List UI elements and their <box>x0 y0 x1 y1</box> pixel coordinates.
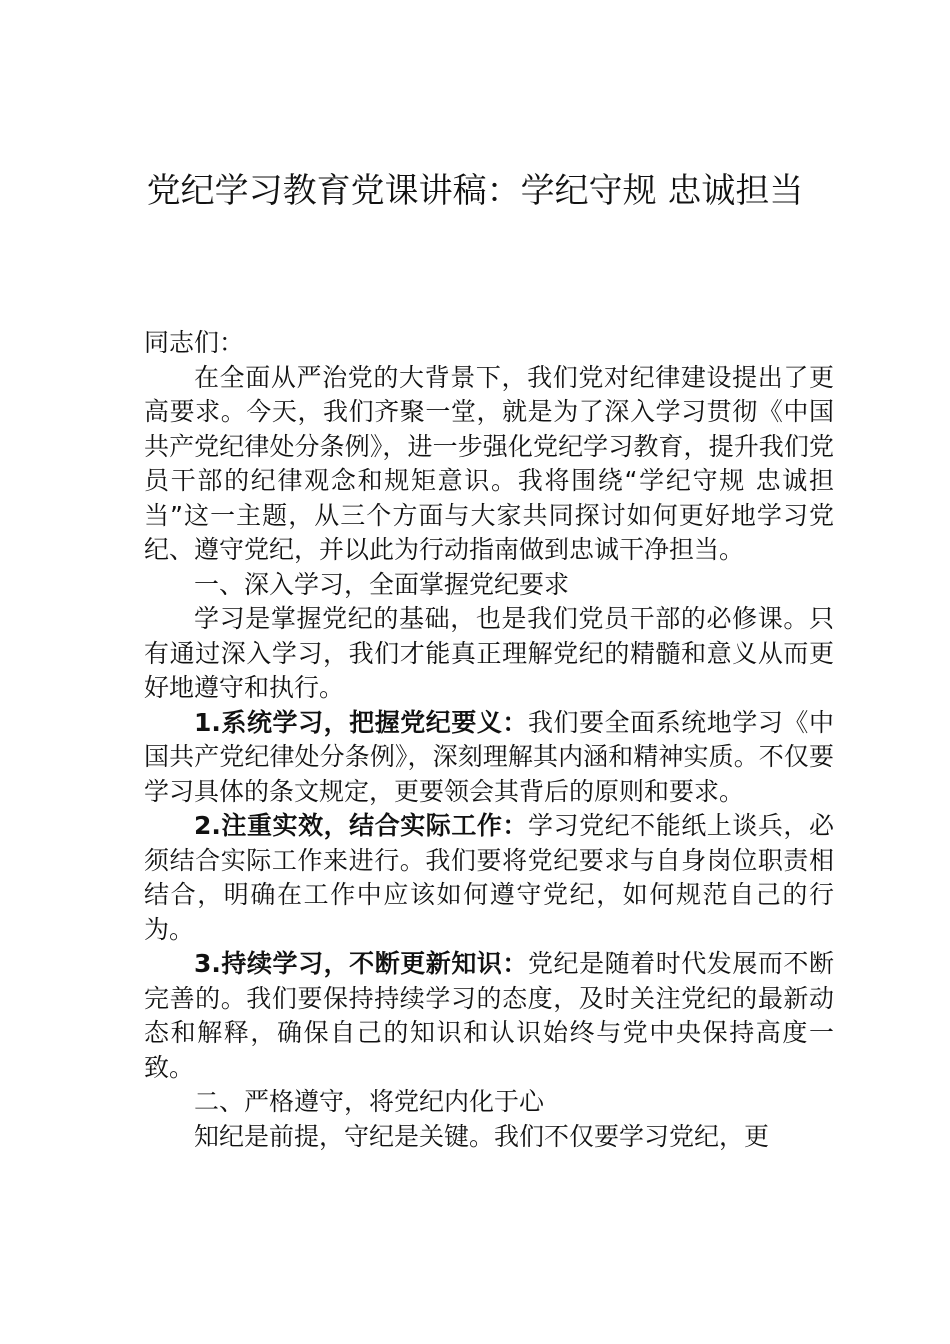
item-2-text: 学习党纪不能纸上谈兵，必须结合实际工作来进行。我们要将党纪要求与自身岗位职责相结合，明确在工作中应该如何遵守党纪，如何规范自己的行为。 <box>144 811 834 944</box>
section-2-heading: 二、严格遵守，将党纪内化于心 <box>194 1087 545 1116</box>
intro-paragraph: 在全面从严治党的大背景下，我们党对纪律建设提出了更高要求。今天，我们齐聚一堂，就是为了深入学习贯彻《中国共产党纪律处分条例》，进一步强化党纪学习教育，提升我们党员干部的纪律观念和规矩意识。我将围绕“学纪守规 忠诚担当”这一主题，从三个方面与大家共同探讨如何更好地学习党纪、遵守党纪，并以此为行动指南做到忠诚干净担当。 <box>144 362 834 564</box>
section-2-lead: 知纪是前提，守纪是关键。我们不仅要学习党纪，更 <box>194 1121 770 1151</box>
item-3-text: 党纪是随着时代发展而不断完善的。我们要保持持续学习的态度，及时关注党纪的最新动态和解释，确保自己的知识和认识始终与党中央保持高度一致。 <box>144 949 834 1082</box>
section-1-item-1 <box>144 706 834 810</box>
document-body <box>144 326 834 1154</box>
section-1-lead: 学习是掌握党纪的基础，也是我们党员干部的必修课。只有通过深入学习，我们才能真正理解党纪的精髓和意义从而更好地遵守和执行。 <box>144 604 834 702</box>
item-2-label: 2.注重实效，结合实际工作： <box>194 811 528 840</box>
document-title: 党纪学习教育党课讲稿：学纪守规 忠诚担当 <box>146 171 804 211</box>
item-3-label: 3.持续学习，不断更新知识： <box>194 949 528 978</box>
section-1-item-3 <box>144 947 834 1085</box>
item-1-text: 我们要全面系统地学习《中国共产党纪律处分条例》，深刻理解其内涵和精神实质。不仅要学习具体的条文规定，更要领会其背后的原则和要求。 <box>144 707 834 806</box>
salutation: 同志们： <box>144 328 245 357</box>
section-1-heading: 一、深入学习，全面掌握党纪要求 <box>194 569 570 599</box>
item-1-label: 1.系统学习，把握党纪要义： <box>194 707 528 737</box>
section-1-item-2 <box>144 809 834 947</box>
